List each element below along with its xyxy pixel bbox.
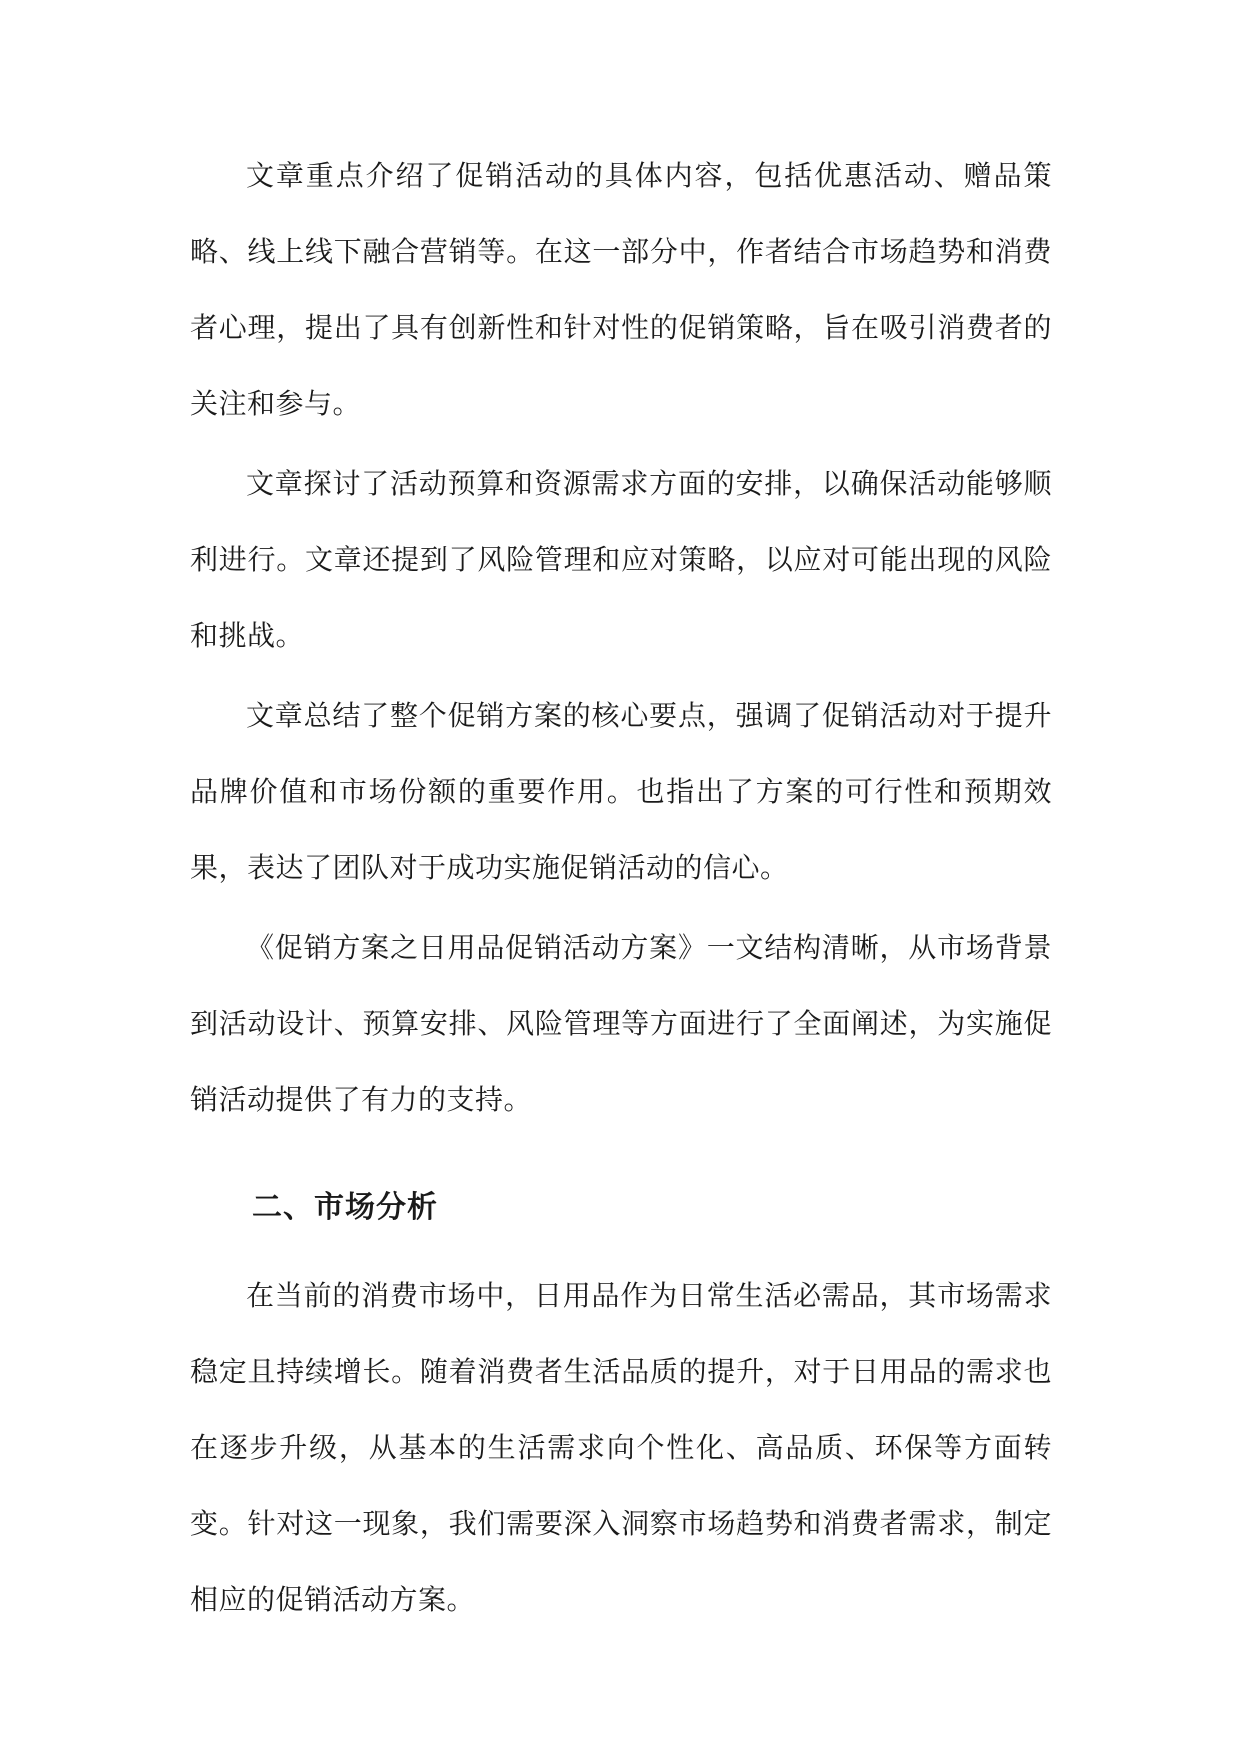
paragraph-market-analysis: 在当前的消费市场中，日用品作为日常生活必需品，其市场需求稳定且持续增长。随着消费者生活品质的提升，对于日用品的需求也在逐步升级，从基本的生活需求向个性化、高品质、环保等方面转变。针对这一现象，我们需要深入洞察市场趋势和消费者需求，制定相应的促销活动方案。	[190, 1279, 1052, 1616]
paragraph-overview: 《促销方案之日用品促销活动方案》一文结构清晰，从市场背景到活动设计、预算安排、风险管理等方面进行了全面阐述，为实施促销活动提供了有力的支持。	[190, 931, 1052, 1116]
document-body	[190, 138, 1052, 1642]
paragraph-summary: 文章总结了整个促销方案的核心要点，强调了促销活动对于提升品牌价值和市场份额的重要作用。也指出了方案的可行性和预期效果，表达了团队对于成功实施促销活动的信心。	[190, 699, 1052, 884]
section-heading-market-analysis: 二、市场分析	[252, 1190, 438, 1225]
paragraph-promotion-content: 文章重点介绍了促销活动的具体内容，包括优惠活动、赠品策略、线上线下融合营销等。在这一部分中，作者结合市场趋势和消费者心理，提出了具有创新性和针对性的促销策略，旨在吸引消费者的关注和参与。	[190, 159, 1052, 420]
paragraph-budget-resources: 文章探讨了活动预算和资源需求方面的安排，以确保活动能够顺利进行。文章还提到了风险管理和应对策略，以应对可能出现的风险和挑战。	[190, 467, 1052, 652]
